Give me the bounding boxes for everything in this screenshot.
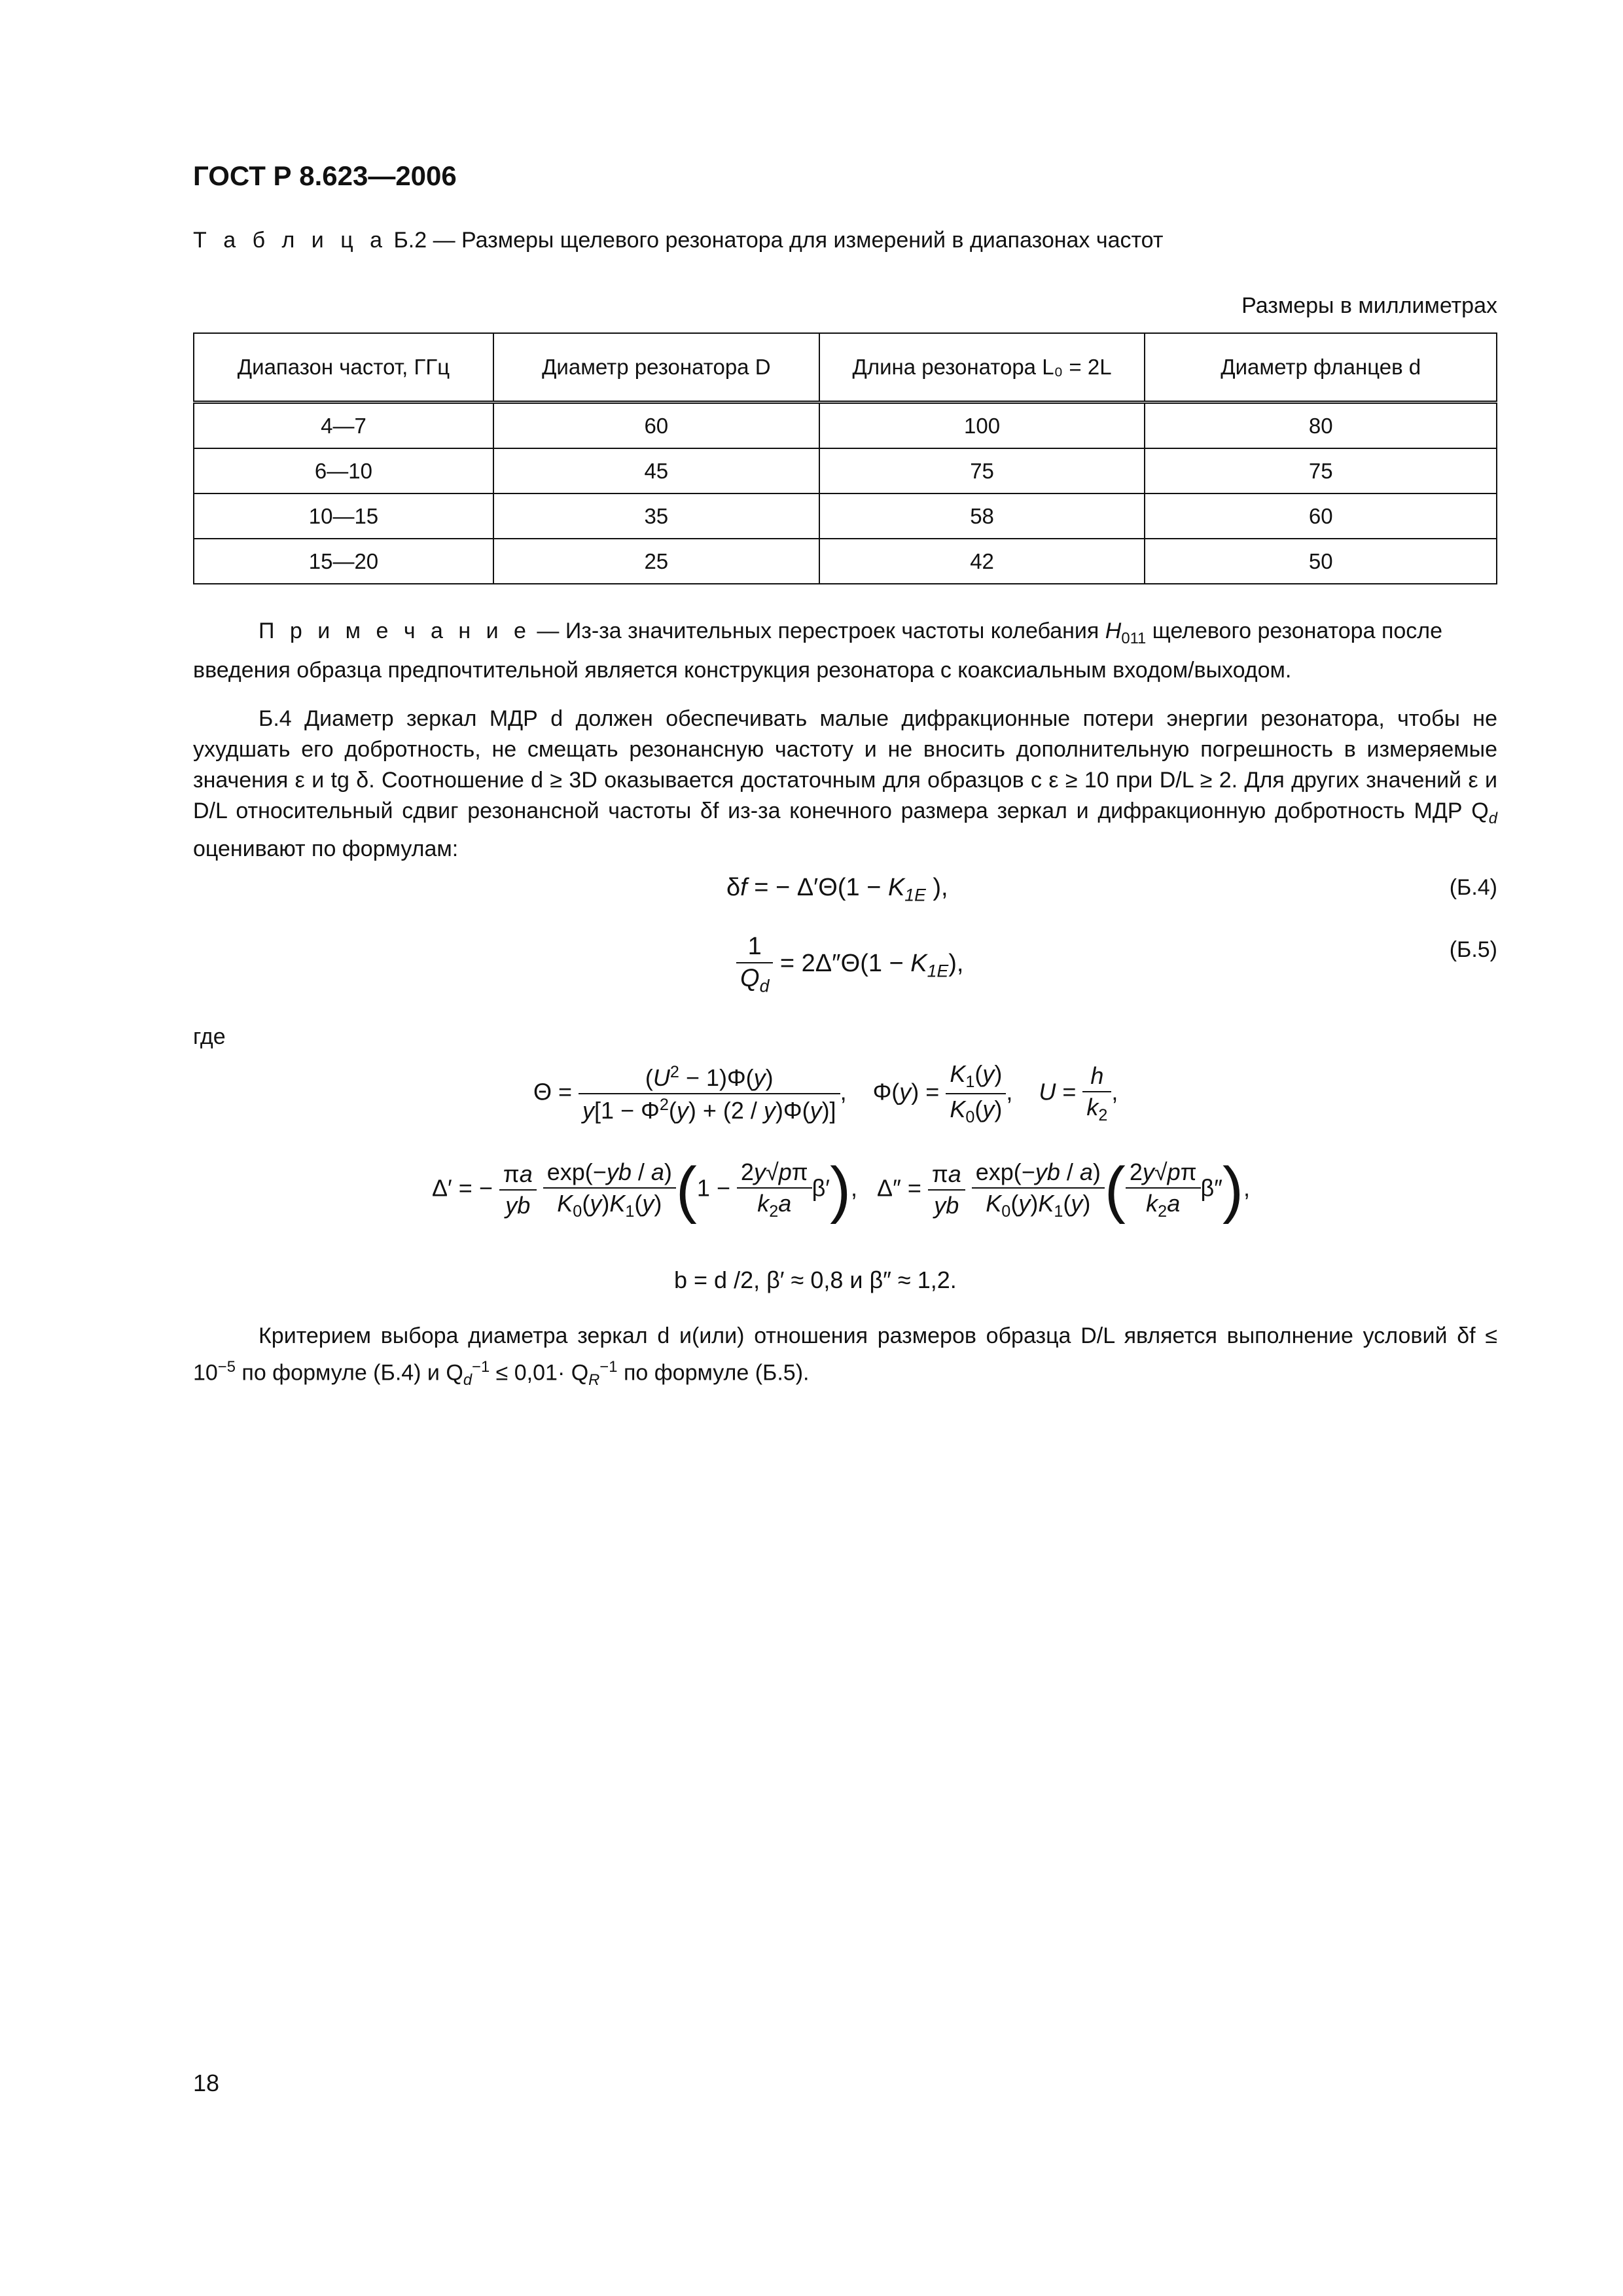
table-units-note: Размеры в миллиметрах (1241, 293, 1497, 318)
table-caption-prefix: Т а б л и ц а (193, 228, 388, 253)
column-header-flange: Диаметр фланцев d (1145, 333, 1497, 403)
table-row (194, 493, 1497, 539)
column-header-frequency: Диапазон частот, ГГц (194, 333, 493, 403)
criterion-text-b: по формуле (Б.4) и Q (235, 1360, 463, 1386)
criterion-text-a: Критерием выбора диаметра зеркал d и(или) отношения размеров образца D/L является выполнение условий δf ≤ 10 (193, 1323, 1497, 1386)
section-b4-sub: d (1488, 809, 1497, 827)
resonator-dimensions-table (193, 332, 1497, 584)
equation-b4-number: (Б.4) (1449, 875, 1497, 900)
table-cell: 58 (819, 493, 1145, 539)
table-cell: 35 (493, 493, 819, 539)
table-cell: 60 (493, 403, 819, 449)
table-caption-text: Б.2 — Размеры щелевого резонатора для измерений в диапазонах частот (387, 228, 1164, 253)
section-b4-end: оценивают по формулам: (193, 836, 459, 861)
equation-b5-number: (Б.5) (1449, 937, 1497, 962)
table-cell: 15—20 (194, 539, 493, 584)
equation-b5: $\frac{1}{Q_d}$ = $2\Delta''\Theta(1 - K_{1E})$, (736, 933, 963, 997)
column-header-length: Длина резонатора L₀ = 2L (819, 333, 1145, 403)
table-cell: 42 (819, 539, 1145, 584)
note-mode-sub: 011 (1121, 629, 1147, 647)
document-code-header: ГОСТ Р 8.623—2006 (193, 160, 457, 191)
equation-b4: δf = − $\Delta'\Theta(1 - K_{1E}$ ), (726, 874, 948, 905)
table-header-row (194, 333, 1497, 403)
criterion-exp: −5 (217, 1358, 236, 1376)
table-cell: 50 (1145, 539, 1497, 584)
table-cell: 75 (819, 448, 1145, 493)
table-row (194, 448, 1497, 493)
table-cell: 100 (819, 403, 1145, 449)
column-header-diameter: Диаметр резонатора D (493, 333, 819, 403)
table-cell: 60 (1145, 493, 1497, 539)
table-caption (193, 228, 1163, 253)
page-number: 18 (193, 2070, 220, 2096)
table-row (194, 403, 1497, 449)
note-text-a: — Из-за значительных перестроек частоты колебания (530, 619, 1105, 643)
equation-theta-phi-u: Θ = $\frac{(U^2 - 1)\Phi(y)}{y[1 - \Phi^2(y) + (2 / y)\Phi(y)]}$ , Φ(y) = $\frac{K_1(y)}{K_0(y)}$ , U = $\frac{h}{k_2}$ , (533, 1060, 1118, 1127)
table-cell: 45 (493, 448, 819, 493)
section-b4-paragraph (193, 704, 1497, 865)
note-label: П р и м е ч а н и е (259, 619, 531, 643)
table-note (193, 615, 1497, 686)
table-cell: 80 (1145, 403, 1497, 449)
note-mode: H (1105, 619, 1122, 643)
section-b4-text: Б.4 Диаметр зеркал МДР d должен обеспечивать малые дифракционные потери энергии резонатора, чтобы не ухудшать его добротность, не смещать резонансную частоту и не вносить дополнительную погрешность в измеряемые значения ε и tg δ. Соотношение d ≥ 3D оказывается достаточным для образцов с ε ≥ 10 при D/L ≥ 2. Для других значений ε и D/L относительный сдвиг резонансной частоты δf из-за конечного размера зеркал и дифракционную добротность МДР Q (193, 706, 1497, 823)
table-cell: 4—7 (194, 403, 493, 449)
table-cell: 10—15 (194, 493, 493, 539)
note-text-b: щелевого резонатора после введения образца предпочтительной является конструкция резонатора с коаксиальным входом/выходом. (193, 619, 1443, 683)
criterion-text-c: ≤ 0,01· Q (490, 1360, 589, 1386)
equation-b-beta: b = d /2, β′ ≈ 0,8 и β″ ≈ 1,2. (674, 1266, 957, 1293)
equation-delta: Δ′ = − $\frac{\pi a}{yb}$ $\frac{\exp(-yb / a)}{K_0(y)K_1(y)}$ (1 − $\frac{2y√p\pi}{k_2a}$ β′), Δ″ = $\frac{\pi a}{yb}$ $\frac{\exp(-yb / a)}{K_0(y)K_1(y)}$ ( $\frac{2y√p\pi}{k_2a}$ β″), (432, 1155, 1250, 1225)
criterion-text-d: по формуле (Б.5). (617, 1360, 810, 1386)
where-label: где (193, 1024, 226, 1049)
table-cell: 6—10 (194, 448, 493, 493)
criterion-paragraph: Критерием выбора диаметра зеркал d и(или) отношения размеров образца D/L является выполнение условий $\delta f \le 10^{-5}$ по формуле (Б.4) и $Q_d^{-1} \le 0,01\cdot Q_R^{-1}$ по формуле (Б.5). (193, 1323, 1497, 1390)
table-cell: 75 (1145, 448, 1497, 493)
table-cell: 25 (493, 539, 819, 584)
table-row (194, 539, 1497, 584)
